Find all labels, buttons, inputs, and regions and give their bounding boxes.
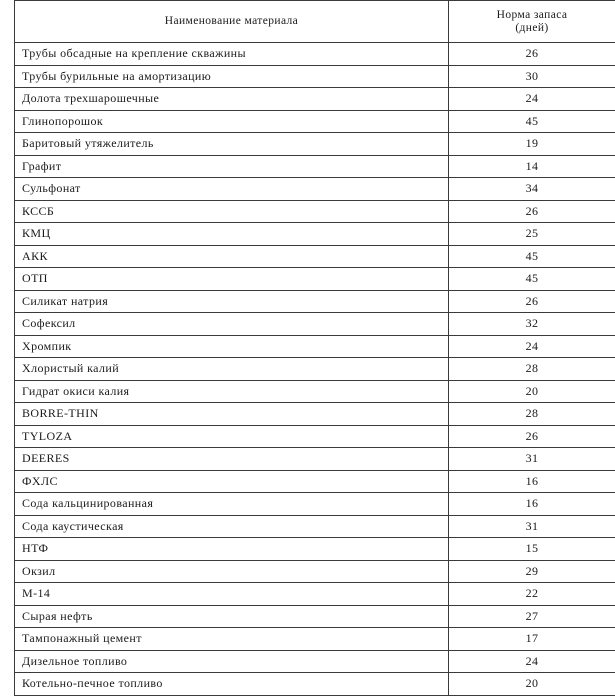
- stock-norm-days-cell: 27: [449, 605, 615, 628]
- table-row: [15, 515, 615, 538]
- material-name-cell: Хромпик: [15, 335, 449, 358]
- stock-norm-days-cell: 15: [449, 538, 615, 561]
- table-row: [15, 538, 615, 561]
- material-name-cell: Сульфонат: [15, 178, 449, 201]
- material-name-cell: DEERES: [15, 448, 449, 471]
- material-name-cell: Баритовый утяжелитель: [15, 133, 449, 156]
- stock-norm-days-cell: 16: [449, 470, 615, 493]
- table-row: [15, 673, 615, 696]
- material-name-cell: ФХЛС: [15, 470, 449, 493]
- stock-norm-days-cell: 25: [449, 223, 615, 246]
- column-header-stock-norm: [449, 1, 615, 43]
- column-header-stock-norm-line1: Норма запаса: [496, 8, 568, 21]
- table-row: [15, 470, 615, 493]
- table-row: [15, 268, 615, 291]
- table-row: [15, 425, 615, 448]
- material-name-cell: Хлористый калий: [15, 358, 449, 381]
- stock-norm-days-cell: 26: [449, 43, 615, 66]
- table-row: [15, 628, 615, 651]
- material-name-cell: Котельно-печное топливо: [15, 673, 449, 696]
- table-body: [15, 43, 615, 696]
- material-name-cell: КМЦ: [15, 223, 449, 246]
- material-name-cell: Трубы обсадные на крепление скважины: [15, 43, 449, 66]
- stock-norm-days-cell: 24: [449, 335, 615, 358]
- material-name-cell: Окзил: [15, 560, 449, 583]
- table-row: [15, 110, 615, 133]
- table-row: [15, 583, 615, 606]
- material-name-cell: TYLOZA: [15, 425, 449, 448]
- stock-norm-days-cell: 22: [449, 583, 615, 606]
- table-row: [15, 43, 615, 66]
- material-name-cell: Сода каустическая: [15, 515, 449, 538]
- material-name-cell: Трубы бурильные на амортизацию: [15, 65, 449, 88]
- stock-norm-days-cell: 32: [449, 313, 615, 336]
- stock-norm-days-cell: 30: [449, 65, 615, 88]
- stock-norm-days-cell: 19: [449, 133, 615, 156]
- column-header-material-name: Наименование материала: [15, 1, 449, 43]
- stock-norm-days-cell: 45: [449, 245, 615, 268]
- table-row: [15, 313, 615, 336]
- stock-norm-days-cell: 24: [449, 650, 615, 673]
- table-row: [15, 290, 615, 313]
- material-name-cell: Графит: [15, 155, 449, 178]
- table-row: [15, 403, 615, 426]
- stock-norm-days-cell: 20: [449, 673, 615, 696]
- material-name-cell: Глинопорошок: [15, 110, 449, 133]
- table-row: [15, 133, 615, 156]
- table-row: [15, 358, 615, 381]
- stock-norm-days-cell: 14: [449, 155, 615, 178]
- table-row: [15, 380, 615, 403]
- table-row: [15, 88, 615, 111]
- material-name-cell: BORRE-THIN: [15, 403, 449, 426]
- material-name-cell: КССБ: [15, 200, 449, 223]
- table-row: [15, 448, 615, 471]
- stock-norm-days-cell: 26: [449, 200, 615, 223]
- material-name-cell: М-14: [15, 583, 449, 606]
- material-name-cell: Гидрат окиси калия: [15, 380, 449, 403]
- table-row: [15, 178, 615, 201]
- material-name-cell: Дизельное топливо: [15, 650, 449, 673]
- stock-norm-days-cell: 45: [449, 110, 615, 133]
- stock-norm-days-cell: 29: [449, 560, 615, 583]
- stock-norm-days-cell: 45: [449, 268, 615, 291]
- header-row: [15, 1, 615, 43]
- material-name-cell: Тампонажный цемент: [15, 628, 449, 651]
- stock-norm-days-cell: 20: [449, 380, 615, 403]
- materials-stock-table: [14, 0, 615, 696]
- table-row: [15, 650, 615, 673]
- material-name-cell: НТФ: [15, 538, 449, 561]
- stock-norm-days-cell: 17: [449, 628, 615, 651]
- material-name-cell: Сода кальцинированная: [15, 493, 449, 516]
- material-name-cell: Софексил: [15, 313, 449, 336]
- table-row: [15, 245, 615, 268]
- table-row: [15, 493, 615, 516]
- table-row: [15, 65, 615, 88]
- stock-norm-days-cell: 24: [449, 88, 615, 111]
- material-name-cell: АКК: [15, 245, 449, 268]
- table-row: [15, 560, 615, 583]
- stock-norm-days-cell: 16: [449, 493, 615, 516]
- stock-norm-days-cell: 26: [449, 290, 615, 313]
- stock-norm-days-cell: 31: [449, 448, 615, 471]
- stock-norm-days-cell: 31: [449, 515, 615, 538]
- material-name-cell: Долота трехшарошечные: [15, 88, 449, 111]
- stock-norm-days-cell: 34: [449, 178, 615, 201]
- material-name-cell: Силикат натрия: [15, 290, 449, 313]
- stock-norm-days-cell: 28: [449, 358, 615, 381]
- table-row: [15, 200, 615, 223]
- material-name-cell: ОТП: [15, 268, 449, 291]
- stock-norm-days-cell: 26: [449, 425, 615, 448]
- table-row: [15, 335, 615, 358]
- stock-norm-days-cell: 28: [449, 403, 615, 426]
- table-row: [15, 155, 615, 178]
- table-row: [15, 605, 615, 628]
- column-header-stock-norm-line2: (дней): [515, 21, 549, 34]
- table-row: [15, 223, 615, 246]
- material-name-cell: Сырая нефть: [15, 605, 449, 628]
